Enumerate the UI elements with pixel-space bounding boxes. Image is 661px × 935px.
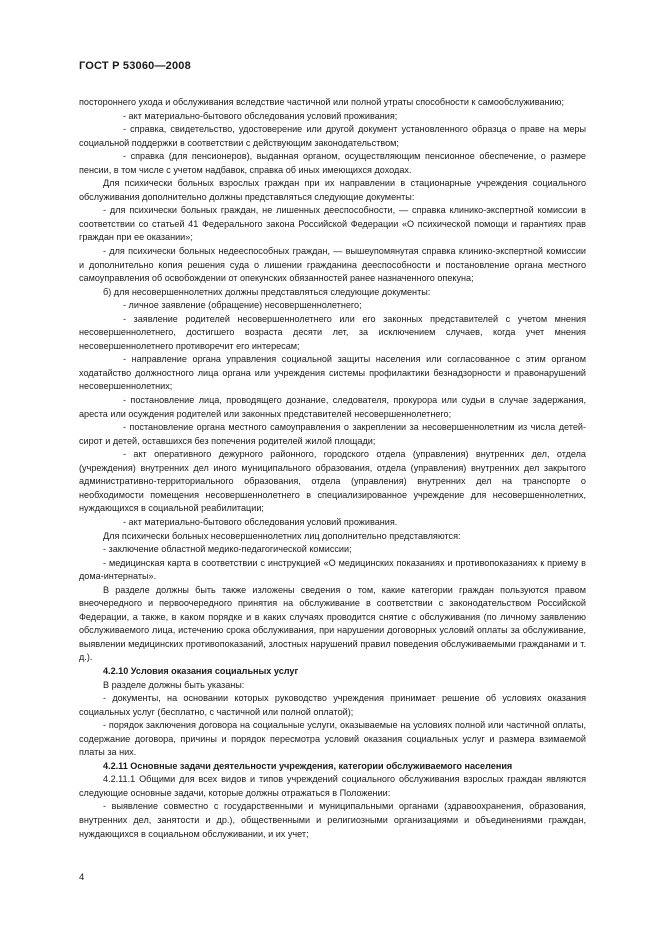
paragraph: б) для несовершеннолетних должны представляться следующие документы:	[103, 286, 431, 297]
list-item: - акт оперативного дежурного районного, городского отдела (управления) внутренних дел, отдела (учреждения) внутренних дел иного муниципального образования, отдела (управления) внутренних дел закрытого административно-территориального образования, отдела (управления) внутренних дел на транспорте о необходимости помещения несовершеннолетнего в специализированное учреждение для несовершеннолетних, нуждающихся в социальной реабилитации;	[79, 449, 586, 514]
list-item: - акт материально-бытового обследования условий проживания;	[123, 110, 398, 121]
list-item: - справка (для пенсионеров), выданная органом, осуществляющим пенсионное обеспечение, о размере пенсии, в том числе с учетом надбавок, справка об иных имеющихся доходах.	[79, 151, 586, 175]
paragraph: В разделе должны быть также изложены сведения о том, какие категории граждан пользуются правом внеочередного и первоочередного принятия на обслуживание в соответствии с законодательством Российской Федерации, а также, в каком порядке и в каких случаях проводится снятие с обслуживания (по личному заявлению обслуживаемого лица, истечению срока обслуживания, при нарушении договорных условий оплаты за обслуживание, выявлении медицинских противопоказаний, злостных нарушений правил поведения обслуживаемыми гражданами и т. д.).	[79, 584, 586, 663]
page-number: 4	[79, 872, 85, 883]
document-header: ГОСТ Р 53060—2008	[79, 60, 191, 72]
paragraph: В разделе должны быть указаны:	[103, 679, 245, 690]
list-item: - постановление органа местного самоуправления о закреплении за несовершеннолетним из числа детей-сирот и детей, оставшихся без попечения родителей жилой площади;	[79, 422, 586, 446]
paragraph: постороннего ухода и обслуживания вследствие частичной или полной утраты способности к самообслуживанию;	[79, 97, 564, 107]
list-item: - направление органа управления социальной защиты населения или согласованное с этим органом ходатайство должностного лица органа или учреждения системы профилактики безнадзорности и правонарушений несовершеннолетних;	[79, 354, 586, 392]
section-heading: 4.2.10 Условия оказания социальных услуг	[103, 665, 299, 676]
paragraph: 4.2.11.1 Общими для всех видов и типов учреждений социального обслуживания взрослых граждан являются следующие основные задачи, которые должны отражаться в Положении:	[79, 774, 586, 798]
list-item: - постановление лица, проводящего дознание, следователя, прокурора или судьи в случае задержания, ареста или осуждения родителей или законных представителей несовершеннолетнего;	[79, 395, 586, 419]
list-item: - справка, свидетельство, удостоверение или другой документ установленного образца о праве на меры социальной поддержки в соответствии с действующим законодательством;	[79, 124, 586, 148]
list-item: - для психически больных граждан, не лишенных дееспособности, — справка клинико-экспертной комиссии в соответствии со статьей 41 Федерального закона Российской Федерации «О психической помощи и гарантиях прав граждан при ее оказании»;	[79, 205, 586, 243]
list-item: - выявление совместно с государственными и муниципальными органами (здравоохранения, образования, внутренних дел, занятости и др.), общественными и религиозными организациями и объединениями граждан, нуждающихся в социальном обслуживании, и их учет;	[79, 801, 586, 839]
list-item: - личное заявление (обращение) несовершеннолетнего;	[123, 300, 362, 311]
document-body	[79, 96, 586, 841]
list-item: - медицинская карта в соответствии с инструкцией «О медицинских показаниях и противопоказаниях к приему в дома-интернаты».	[79, 557, 586, 582]
paragraph: Для психически больных несовершеннолетних лиц дополнительно представляются:	[103, 530, 461, 541]
list-item: - порядок заключения договора на социальные услуги, оказываемые на условиях полной или частичной оплаты, содержание договора, причины и порядок пересмотра условий оказания социальных услуг и размера взимаемой платы за них.	[79, 720, 586, 758]
list-item: - для психически больных недееспособных граждан, — вышеупомянутая справка клинико-экспертной комиссии и дополнительно копия решения суда о лишении гражданина дееспособности и постановление органа местного самоуправления об освобождении от опекунских обязанностей ранее назначенного опекуна;	[79, 246, 586, 284]
list-item: - акт материально-бытового обследования условий проживания.	[123, 516, 398, 527]
list-item: - заключение областной медико-педагогической комиссии;	[103, 544, 352, 555]
list-item: - заявление родителей несовершеннолетнего или его законных представителей с учетом мнения несовершеннолетнего, достигшего возраста десяти лет, за исключением случаев, когда учет мнения несовершеннолетнего противоречит его интересам;	[79, 313, 586, 351]
section-heading: 4.2.11 Основные задачи деятельности учреждения, категории обслуживаемого населения	[103, 760, 513, 771]
paragraph: Для психически больных взрослых граждан при их направлении в стационарные учреждения социального обслуживания дополнительно должны представляться следующие документы:	[79, 178, 586, 202]
list-item: - документы, на основании которых руководство учреждения принимает решение об условиях оказания социальных услуг (бесплатно, с частичной или полной оплатой);	[79, 693, 586, 717]
